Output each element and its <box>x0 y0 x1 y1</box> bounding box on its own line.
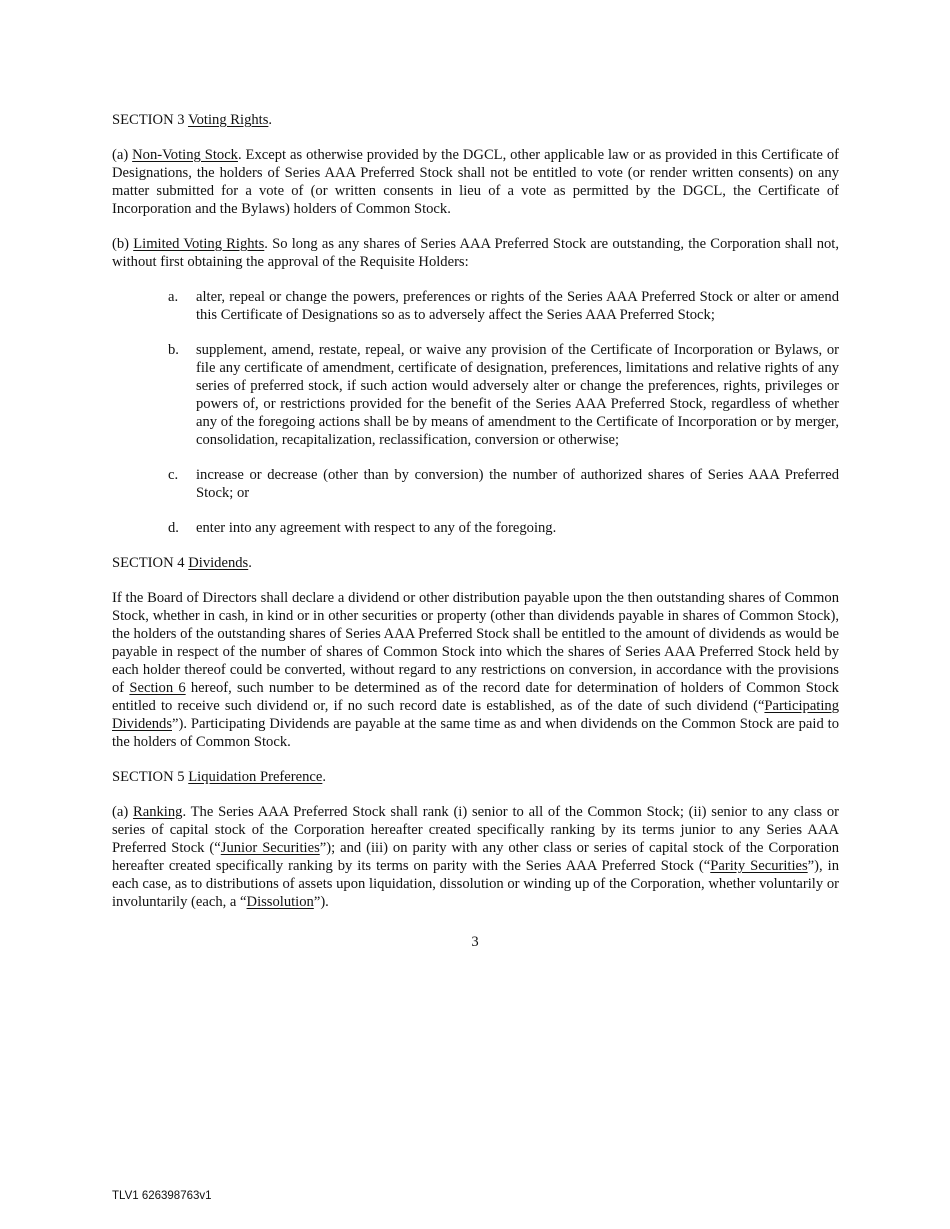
ranking-term: Ranking <box>132 804 183 820</box>
section-5-title: Liquidation Preference <box>188 769 323 785</box>
section-4-paragraph: If the Board of Directors shall declare a dividend or other distribution payable upon the then outstanding shares of Common Stock, whether in cash, in kind or in other securities or property (other than dividends payable in shares of Common Stock), the holders of the outstanding shares of Series AAA Preferred Stock shall be entitled to the amount of dividends as would be payable in respect of the number of shares of Common Stock into which the shares of Series AAA Preferred Stock held by each holder thereof could be converted, without regard to any restrictions on conversion, in accordance with the provisions of Section 6 hereof, such number to be determined as of the record date for determination of holders of Common Stock entitled to receive such dividend or, if no such record date is established, as of the date of such dividend (“Participating Dividends”). Participating Dividends are payable at the same time as and when dividends on the Common Stock are paid to the holders of Common Stock. <box>112 590 839 750</box>
restrictions-list <box>112 288 839 537</box>
list-item <box>112 341 839 449</box>
list-item <box>112 288 839 324</box>
parity-securities-term: Parity Securities <box>710 858 808 874</box>
list-marker: a. <box>168 289 179 305</box>
participating-dividends-term: Participating Dividends <box>112 698 839 732</box>
junior-securities-term: Junior Securities <box>220 840 320 856</box>
document-body <box>112 111 839 928</box>
section-3b-paragraph: (b) Limited Voting Rights. So long as any shares of Series AAA Preferred Stock are outstanding, the Corporation shall not, without first obtaining the approval of the Requisite Holders: <box>112 236 839 270</box>
limited-voting-rights-term: Limited Voting Rights <box>133 236 265 252</box>
section-3-title: Voting Rights <box>187 112 269 128</box>
list-item <box>112 466 839 502</box>
section-5a-paragraph: (a) Ranking. The Series AAA Preferred Stock shall rank (i) senior to all of the Common Stock; (ii) senior to any class or series of capital stock of the Corporation hereafter created specifically ranking by its terms junior to any Series AAA Preferred Stock (“Junior Securities”); and (iii) on parity with any other class or series of capital stock of the Corporation hereafter created specifically ranking by its terms on parity with the Series AAA Preferred Stock (“Parity Securities”), in each case, as to distributions of assets upon liquidation, dissolution or winding up of the Corporation, whether voluntarily or involuntarily (each, a “Dissolution”). <box>112 804 839 910</box>
list-item <box>112 519 839 537</box>
list-item-text: enter into any agreement with respect to any of the foregoing. <box>196 520 557 536</box>
section-3-heading: SECTION 3 Voting Rights. <box>112 112 273 128</box>
list-item-text: alter, repeal or change the powers, preferences or rights of the Series AAA Preferred Stock or alter or amend this Certificate of Designations so as to adversely affect the Series AAA Preferred Stock; <box>196 289 839 323</box>
section-3a-paragraph: (a) Non-Voting Stock. Except as otherwise provided by the DGCL, other applicable law or as provided in this Certificate of Designations, the holders of Series AAA Preferred Stock shall not be entitled to vote (or render written consents) on any matter submitted for a vote of (or written consents in lieu of a vote as permitted by the DGCL, the Certificate of Incorporation and the Bylaws) holders of Common Stock. <box>112 147 839 217</box>
list-marker: b. <box>168 342 179 358</box>
list-marker: c. <box>168 467 179 483</box>
non-voting-stock-term: Non-Voting Stock <box>132 147 238 163</box>
section-6-reference: Section 6 <box>129 680 186 696</box>
page-number: 3 <box>471 934 479 950</box>
document-id-footer: TLV1 626398763v1 <box>112 1190 212 1202</box>
section-4-title: Dividends <box>188 555 249 571</box>
section-5-heading: SECTION 5 Liquidation Preference. <box>112 769 327 785</box>
list-marker: d. <box>168 520 179 536</box>
dissolution-term: Dissolution <box>246 894 314 910</box>
list-item-text: supplement, amend, restate, repeal, or waive any provision of the Certificate of Incorporation or Bylaws, or file any certificate of amendment, certificate of designation, preferences, limitations and relative rights of any series of preferred stock, if such action would adversely alter or change the preferences, rights, privileges or powers of, or restrictions provided for the benefit of the Series AAA Preferred Stock, regardless of whether any of the foregoing actions shall be by means of amendment to the Certificate of Incorporation or by merger, consolidation, recapitalization, reclassification, conversion or otherwise; <box>196 342 839 448</box>
list-item-text: increase or decrease (other than by conversion) the number of authorized shares of Series AAA Preferred Stock; or <box>196 467 839 501</box>
section-4-heading: SECTION 4 Dividends. <box>112 555 252 571</box>
